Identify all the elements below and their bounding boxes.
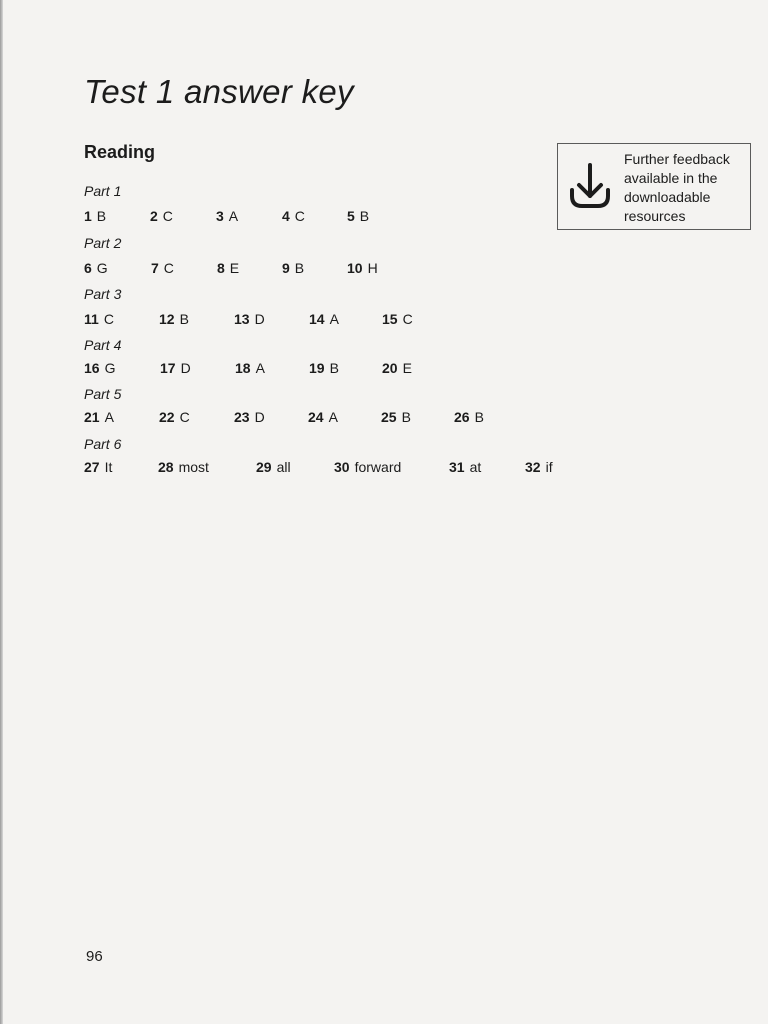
answer-item: 25 B [381,409,411,425]
answer-item: 32 if [525,459,553,475]
download-icon [566,162,614,210]
answer-item: 4 C [282,208,305,224]
answer-item: 16 G [84,360,116,376]
feedback-box [557,143,751,230]
answer-item: 12 B [159,311,189,327]
feedback-text [624,150,748,226]
answer-item: 17 D [160,360,191,376]
answer-item: 28 most [158,459,209,475]
feedback-line: resources [624,208,686,224]
answer-item: 9 B [282,260,305,276]
feedback-line: available in the [624,170,718,186]
page-title: Test 1 answer key [84,73,354,110]
answer-item: 31 at [449,459,482,475]
answer-item: 10 H [347,260,378,276]
answer-item: 22 C [159,409,190,425]
answer-item: 21 A [84,409,114,425]
answer-item: 2 C [150,208,173,224]
answer-item: 29 all [256,459,291,475]
page-number: 96 [86,948,103,965]
answer-item: 15 C [382,311,413,327]
answer-item: 8 E [217,260,240,276]
answer-item: 20 E [382,360,412,376]
answer-item: 26 B [454,409,484,425]
part-label: Part 4 [84,337,122,353]
feedback-line: downloadable [624,189,711,205]
part-label: Part 3 [84,286,122,302]
part-label: Part 1 [84,183,122,199]
section-heading: Reading [84,142,156,162]
answer-item: 19 B [309,360,339,376]
part-label: Part 6 [84,436,122,452]
answer-item: 3 A [216,208,239,224]
part-label: Part 2 [84,235,122,251]
page-edge [0,0,3,1024]
answer-item: 18 A [235,360,265,376]
answer-item: 11 C [84,311,114,327]
answer-item: 5 B [347,208,370,224]
answer-item: 23 D [234,409,265,425]
answer-item: 30 forward [334,459,402,475]
answer-item: 6 G [84,260,108,276]
feedback-line: Further feedback [624,151,730,167]
answer-item: 13 D [234,311,265,327]
answer-item: 24 A [308,409,338,425]
answer-item: 1 B [84,208,107,224]
answer-item: 7 C [151,260,174,276]
part-label: Part 5 [84,386,122,402]
answer-item: 27 It [84,459,113,475]
answer-item: 14 A [309,311,339,327]
